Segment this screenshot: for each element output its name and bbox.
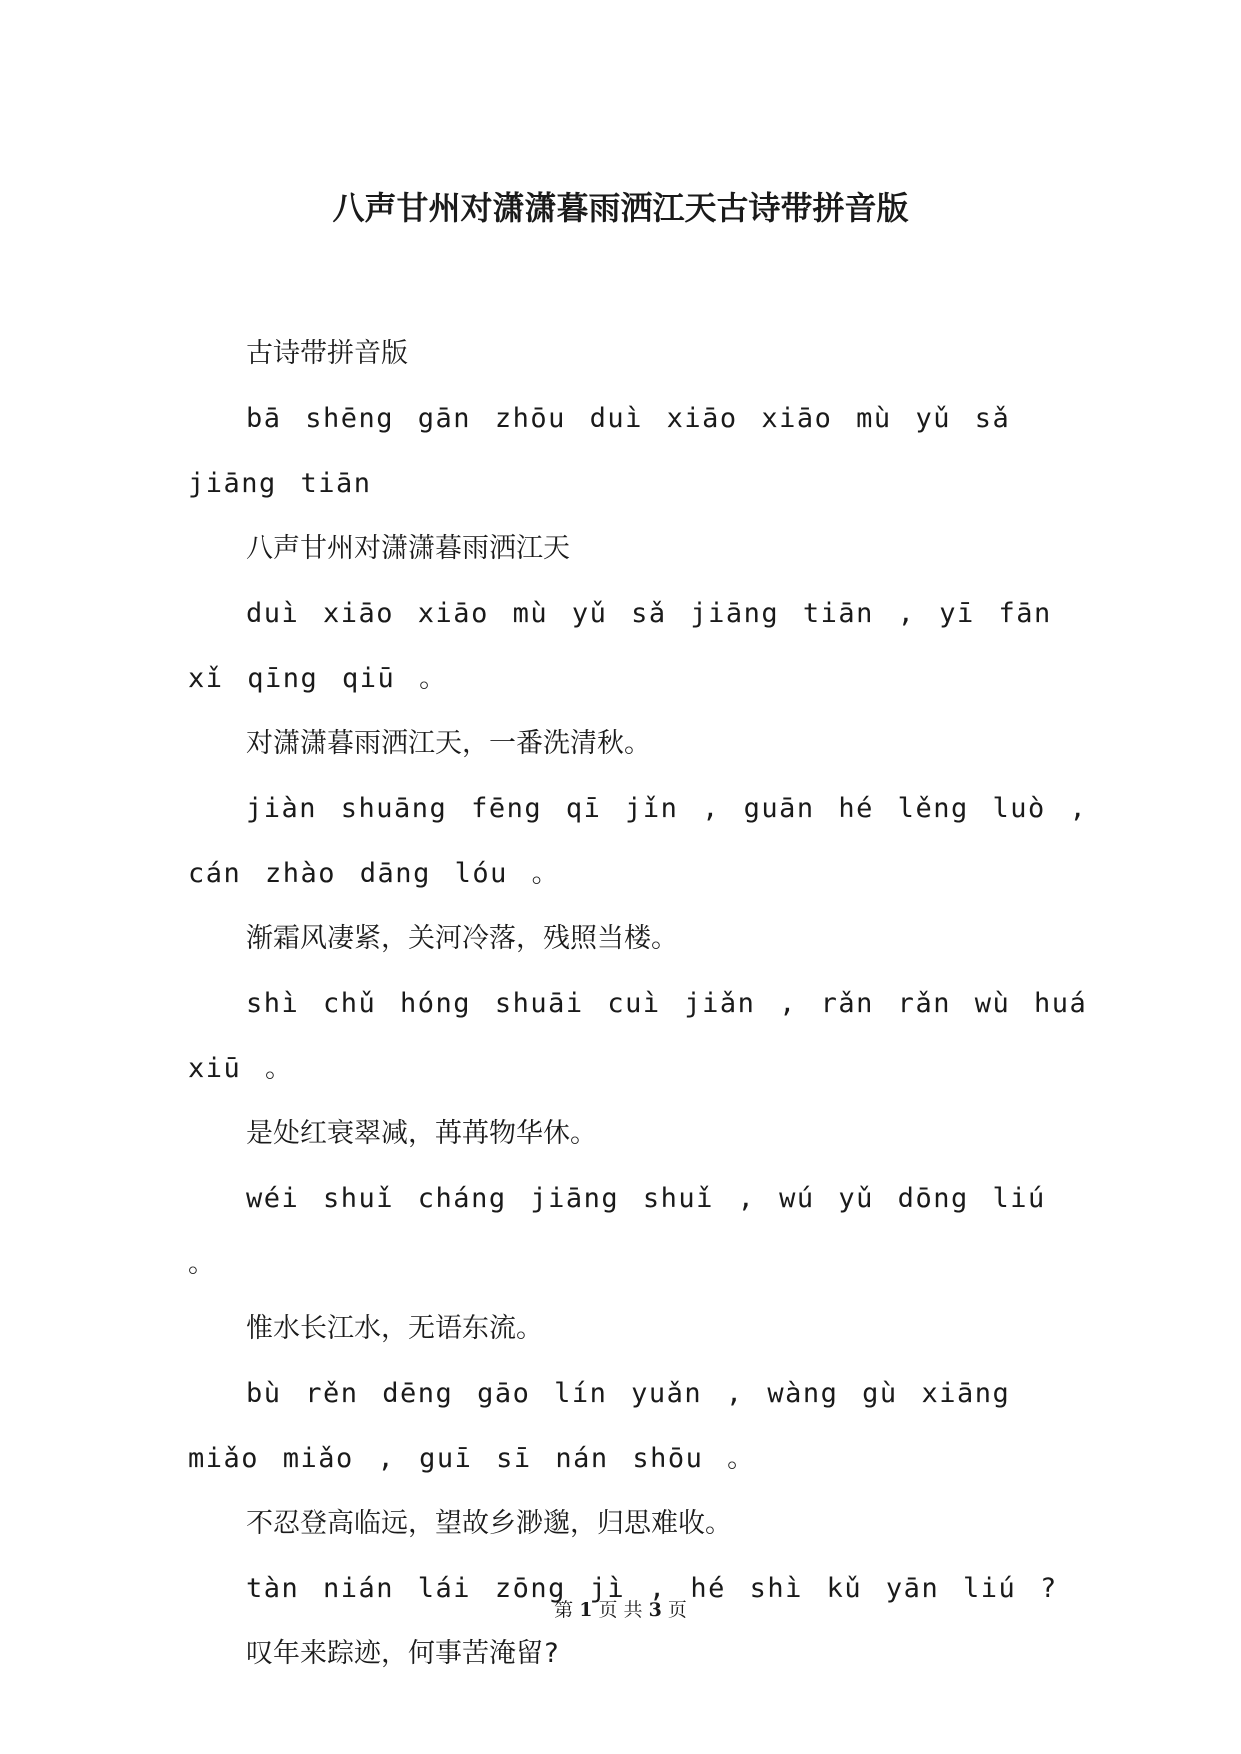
poem-line: 不忍登高临远，望故乡渺邈，归思难收。 (246, 1508, 732, 1539)
footer-prefix: 第 (554, 1599, 574, 1621)
subtitle-line: 古诗带拼音版 (246, 338, 408, 369)
pinyin-line: bā shēng gān zhōu duì xiāo xiāo mù yǔ sǎ jiāng tiān (188, 403, 1011, 499)
pinyin-line: jiàn shuāng fēng qī jǐn , guān hé lěng luò , cán zhào dāng lóu 。 (188, 793, 1088, 889)
pinyin-line: duì xiāo xiāo mù yǔ sǎ jiāng tiān , yī fān xǐ qīng qiū 。 (188, 598, 1052, 694)
poem-line: 惟水长江水，无语东流。 (246, 1313, 543, 1344)
pinyin-line: bù rěn dēng gāo lín yuǎn , wàng gù xiāng miǎo miǎo , guī sī nán shōu 。 (188, 1378, 1011, 1474)
poem-line: 叹年来踪迹，何事苦淹留? (246, 1638, 560, 1669)
poem-line: 渐霜风凄紧，关河冷落，残照当楼。 (246, 923, 678, 954)
page-footer (0, 1598, 1241, 1622)
document-body (188, 321, 1096, 1686)
current-page-number: 1 (579, 1599, 593, 1621)
poem-line: 是处红衰翠减，苒苒物华休。 (246, 1118, 597, 1149)
pinyin-line: wéi shuǐ cháng jiāng shuǐ , wú yǔ dōng liú 。 (188, 1183, 1046, 1279)
pinyin-line: tàn nián lái zōng jì , hé shì kǔ yān liú ? (246, 1573, 1058, 1604)
footer-middle: 页 共 (598, 1599, 643, 1621)
poem-line: 对潇潇暮雨洒江天，一番洗清秋。 (246, 728, 651, 759)
page-title: 八声甘州对潇潇暮雨洒江天古诗带拼音版 (332, 189, 909, 227)
pinyin-line: shì chǔ hóng shuāi cuì jiǎn , rǎn rǎn wù huá xiū 。 (188, 988, 1088, 1084)
poem-line: 八声甘州对潇潇暮雨洒江天 (246, 533, 570, 564)
total-page-count: 3 (648, 1599, 662, 1621)
footer-suffix: 页 (667, 1599, 687, 1621)
